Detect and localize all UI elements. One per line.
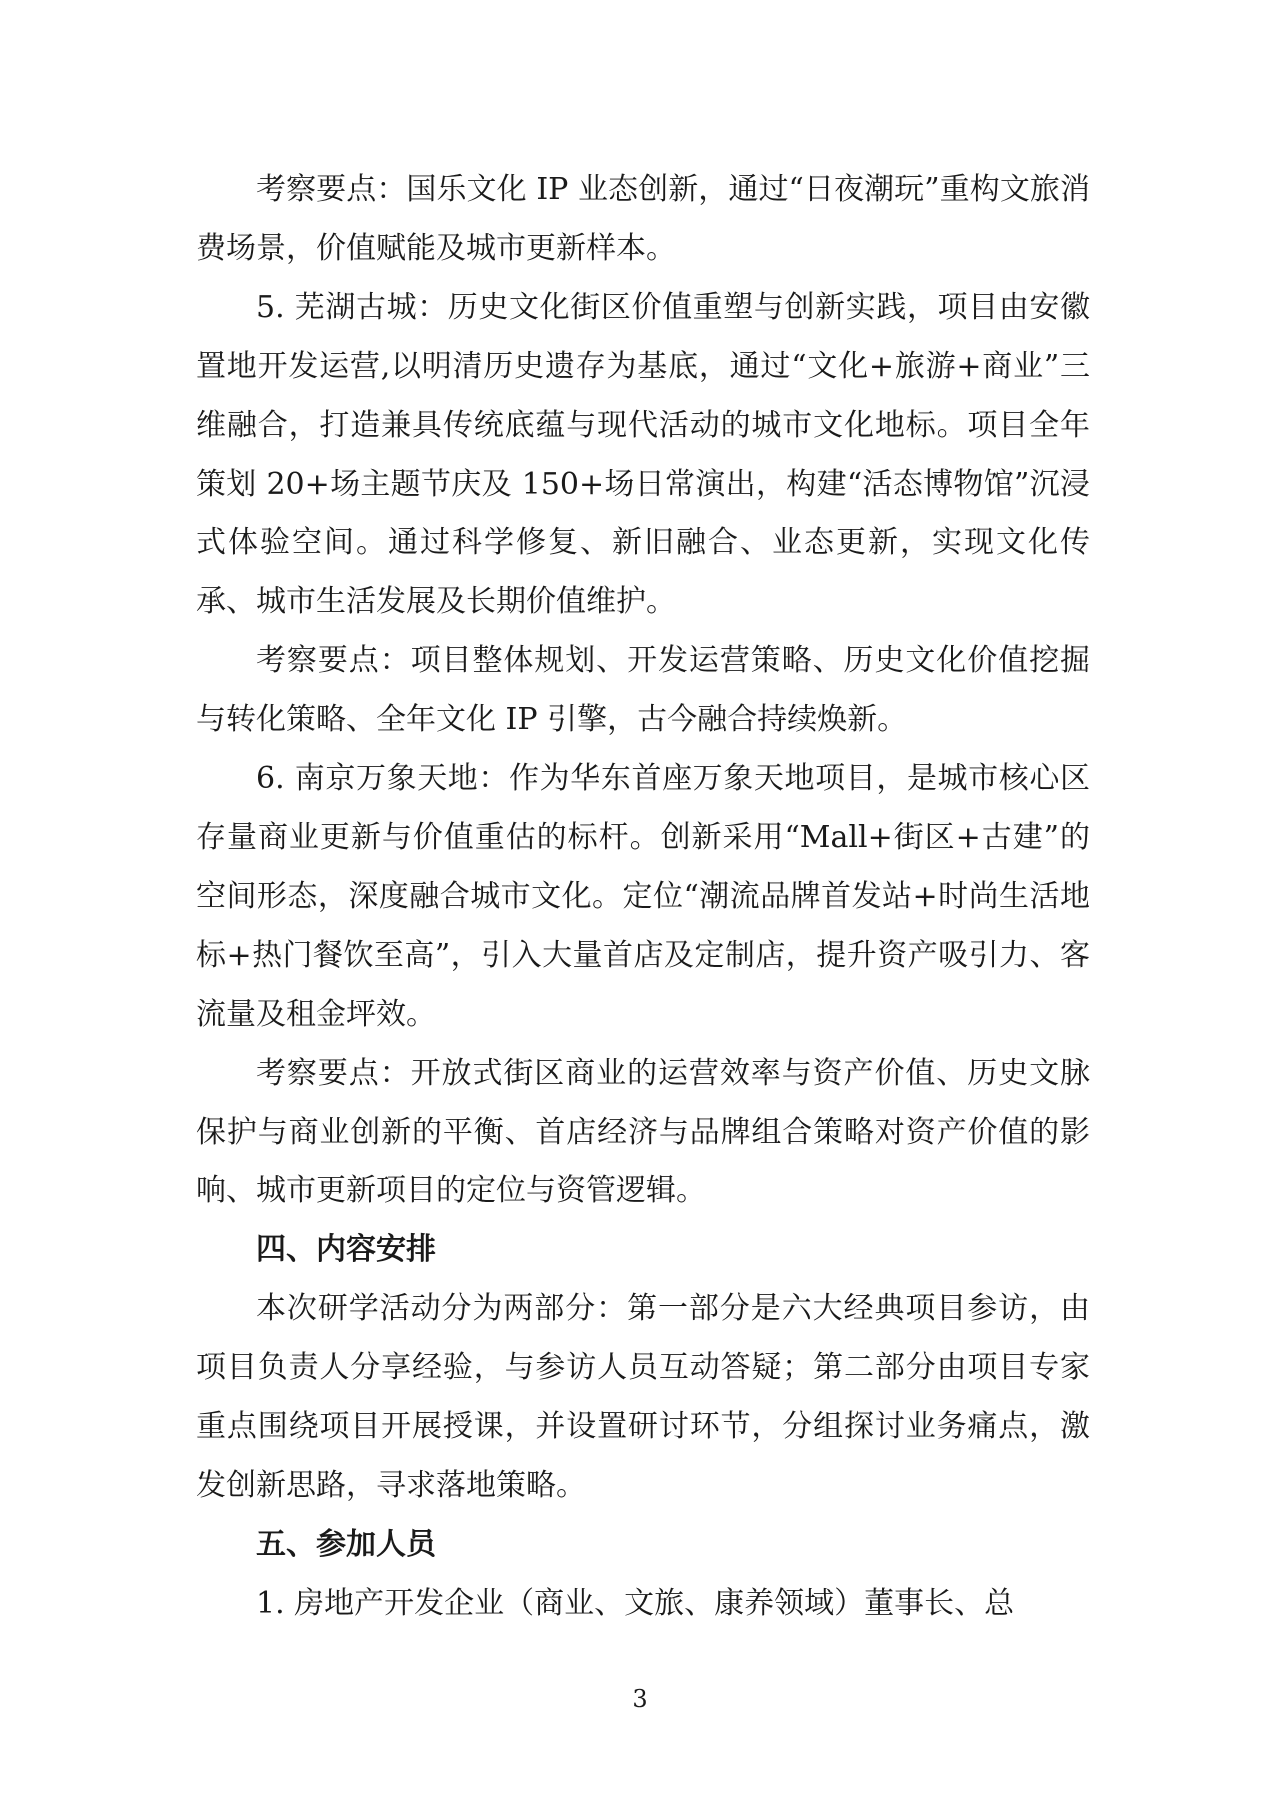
page-number: 3 bbox=[632, 1685, 648, 1713]
paragraph-content-arrangement: 本次研学活动分为两部分：第一部分是六大经典项目参访，由项目负责人分享经验，与参访人员互动答疑；第二部分由项目专家重点围绕项目开展授课，并设置研讨环节，分组探讨业务痛点，激发创新思路，寻求落地策略。 bbox=[196, 1291, 1090, 1503]
paragraph-inspection-points-1: 考察要点：国乐文化 IP 业态创新，通过“日夜潮玩”重构文旅消费场景，价值赋能及城市更新样本。 bbox=[196, 172, 1090, 266]
paragraph-inspection-points-3: 考察要点：开放式街区商业的运营效率与资产价值、历史文脉保护与商业创新的平衡、首店经济与品牌组合策略对资产价值的影响、城市更新项目的定位与资管逻辑。 bbox=[196, 1055, 1090, 1209]
paragraph-participants-1: 1. 房地产开发企业（商业、文旅、康养领域）董事长、总 bbox=[256, 1585, 1015, 1621]
paragraph-wuhu-old-town: 5. 芜湖古城：历史文化街区价值重塑与创新实践，项目由安徽置地开发运营,以明清历史遗存为基底，通过“文化+旅游+商业”三维融合，打造兼具传统底蕴与现代活动的城市文化地标。项目全年策划 20+场主题节庆及 150+场日常演出，构建“活态博物馆”沉浸式体验空间。通过科学修复、新旧融合、业态更新，实现文化传承、城市生活发展及长期价值维护。 bbox=[196, 289, 1090, 620]
section-heading-participants: 五、参加人员 bbox=[256, 1526, 436, 1562]
document-body bbox=[196, 161, 1090, 1634]
paragraph-inspection-points-2: 考察要点：项目整体规划、开发运营策略、历史文化价值挖掘与转化策略、全年文化 IP 引擎，古今融合持续焕新。 bbox=[196, 643, 1090, 738]
section-heading-content-arrangement: 四、内容安排 bbox=[256, 1232, 436, 1268]
paragraph-nanjing-mixc-world: 6. 南京万象天地：作为华东首座万象天地项目，是城市核心区存量商业更新与价值重估的标杆。创新采用“Mall+街区+古建”的空间形态，深度融合城市文化。定位“潮流品牌首发站+时尚生活地标+热门餐饮至高”，引入大量首店及定制店，提升资产吸引力、客流量及租金坪效。 bbox=[196, 761, 1090, 1032]
